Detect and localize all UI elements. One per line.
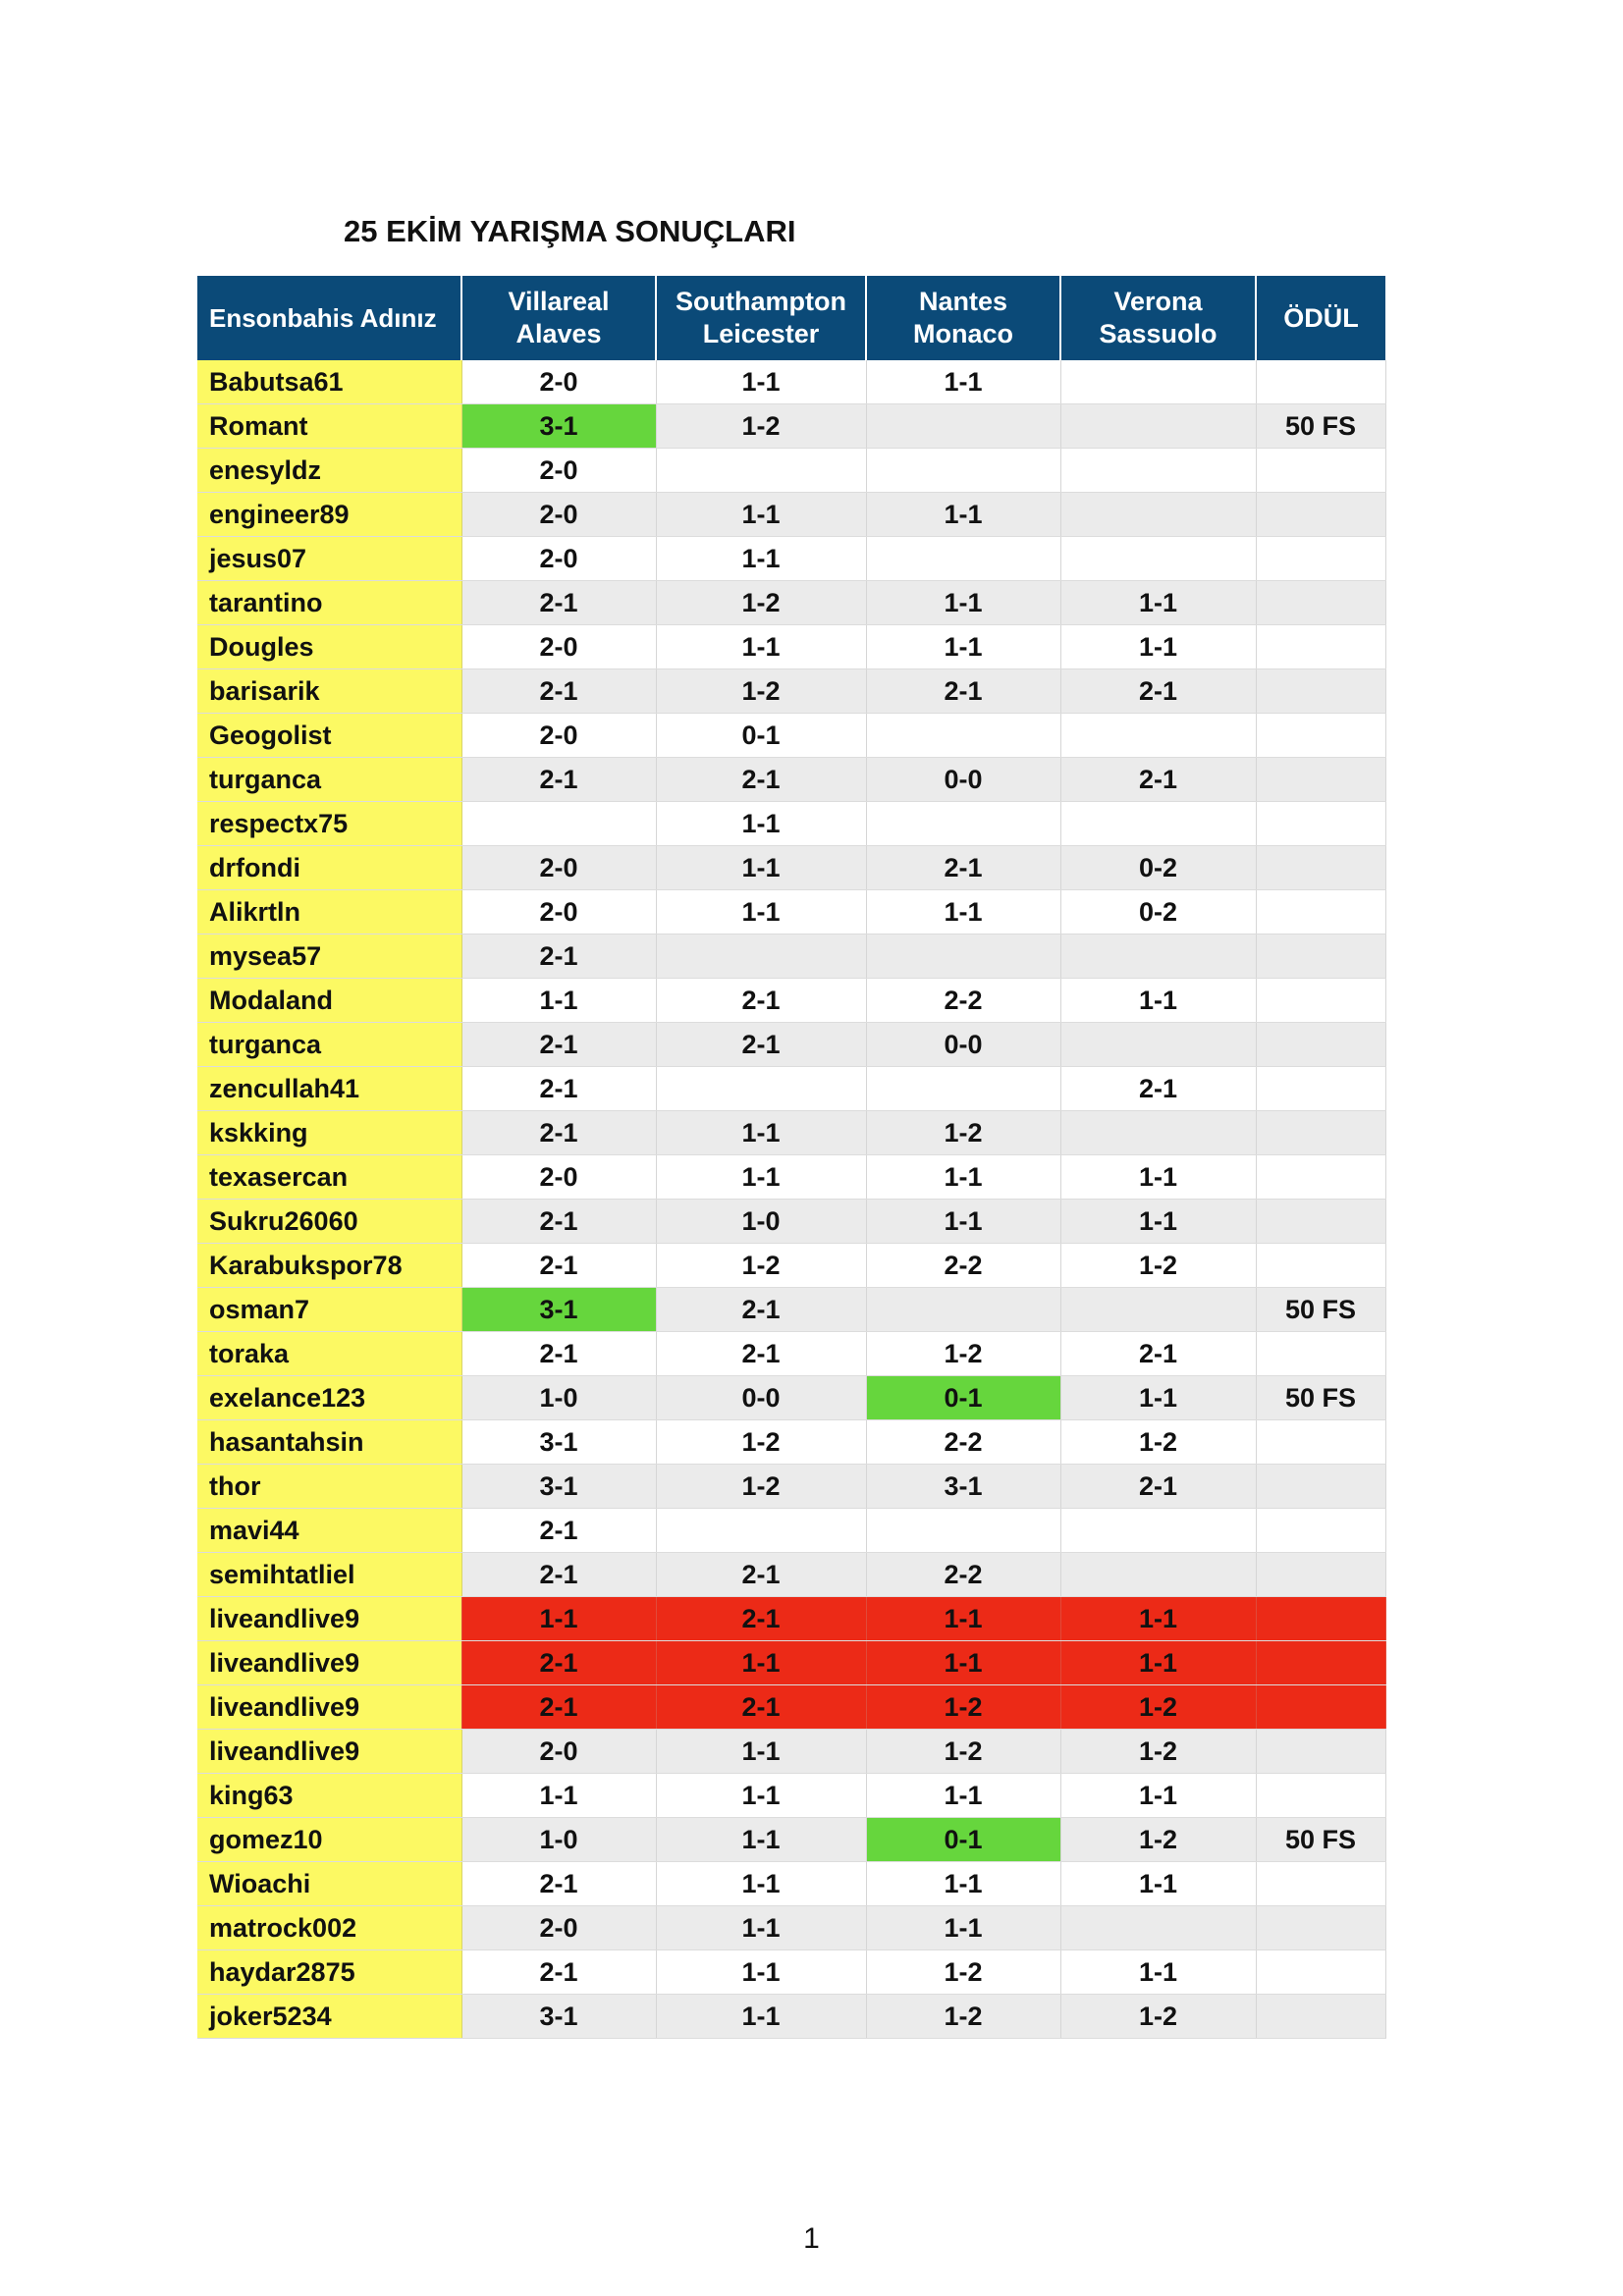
score-cell: 2-1: [656, 1332, 866, 1376]
player-name-cell: enesyldz: [197, 449, 461, 493]
score-cell: [866, 1067, 1060, 1111]
score-cell: 2-1: [656, 758, 866, 802]
score-cell: 1-1: [1060, 1862, 1256, 1906]
prize-cell: [1256, 1465, 1385, 1509]
score-cell: 1-1: [656, 1774, 866, 1818]
player-name-cell: engineer89: [197, 493, 461, 537]
score-cell: 1-1: [1060, 979, 1256, 1023]
prize-cell: [1256, 890, 1385, 934]
table-row: [197, 758, 1385, 802]
score-cell: 2-1: [461, 1553, 656, 1597]
prize-cell: 50 FS: [1256, 1376, 1385, 1420]
score-cell: 1-1: [656, 360, 866, 404]
score-cell: 1-1: [866, 890, 1060, 934]
player-name-cell: zencullah41: [197, 1067, 461, 1111]
score-cell: 1-1: [461, 1774, 656, 1818]
prize-cell: 50 FS: [1256, 1818, 1385, 1862]
table-row: [197, 1553, 1385, 1597]
player-name-cell: Karabukspor78: [197, 1244, 461, 1288]
table-row: [197, 1420, 1385, 1465]
score-cell: 1-2: [656, 1465, 866, 1509]
column-header-villareal-alaves: [461, 276, 656, 360]
score-cell: 1-2: [866, 1730, 1060, 1774]
page-number: 1: [803, 2222, 820, 2255]
score-cell: 2-1: [461, 758, 656, 802]
column-header-name: [197, 276, 461, 360]
score-cell: [461, 802, 656, 846]
score-cell: 1-1: [656, 1950, 866, 1995]
score-cell: [1060, 714, 1256, 758]
prize-cell: [1256, 1597, 1385, 1641]
score-cell: 1-1: [656, 1818, 866, 1862]
score-cell: 1-1: [1060, 581, 1256, 625]
prize-cell: [1256, 1641, 1385, 1685]
table-row: [197, 714, 1385, 758]
score-cell: 1-1: [1060, 1376, 1256, 1420]
table-row: [197, 360, 1385, 404]
header-line-1: Ensonbahis Adınız: [209, 302, 437, 333]
score-cell: 2-1: [866, 669, 1060, 714]
score-cell: 1-2: [1060, 1420, 1256, 1465]
score-cell: 0-0: [866, 758, 1060, 802]
score-cell: 1-1: [656, 625, 866, 669]
score-cell: 2-1: [656, 1023, 866, 1067]
score-cell: 1-2: [1060, 1818, 1256, 1862]
player-name-cell: barisarik: [197, 669, 461, 714]
table-row: [197, 493, 1385, 537]
player-name-cell: turganca: [197, 758, 461, 802]
score-cell: 1-1: [1060, 1950, 1256, 1995]
score-cell: 1-1: [656, 1111, 866, 1155]
score-cell: [1060, 1553, 1256, 1597]
table-row: [197, 846, 1385, 890]
player-name-cell: Geogolist: [197, 714, 461, 758]
header-line-2: Monaco: [912, 319, 1013, 348]
prize-cell: [1256, 1509, 1385, 1553]
player-name-cell: Sukru26060: [197, 1200, 461, 1244]
prize-cell: [1256, 714, 1385, 758]
header-line-2: Sassuolo: [1099, 319, 1217, 348]
column-header-prize: [1256, 276, 1385, 360]
score-cell: [1060, 493, 1256, 537]
score-cell: [1060, 934, 1256, 979]
prize-cell: [1256, 625, 1385, 669]
score-cell: 2-1: [461, 581, 656, 625]
score-cell: 2-0: [461, 1906, 656, 1950]
score-cell: 1-1: [656, 1155, 866, 1200]
score-cell: 1-1: [866, 1155, 1060, 1200]
prize-cell: [1256, 1420, 1385, 1465]
player-name-cell: respectx75: [197, 802, 461, 846]
table-row: [197, 979, 1385, 1023]
score-cell: 2-1: [656, 1685, 866, 1730]
prize-cell: [1256, 934, 1385, 979]
score-cell: 1-0: [461, 1376, 656, 1420]
score-cell: 1-2: [656, 404, 866, 449]
table-row: [197, 1995, 1385, 2039]
player-name-cell: texasercan: [197, 1155, 461, 1200]
score-cell: 0-0: [866, 1023, 1060, 1067]
table-row: [197, 1111, 1385, 1155]
header-line-1: Verona: [1113, 287, 1203, 316]
prize-cell: [1256, 669, 1385, 714]
score-cell: [1060, 537, 1256, 581]
score-cell: 2-2: [866, 979, 1060, 1023]
prize-cell: [1256, 1553, 1385, 1597]
score-cell: 1-2: [866, 1995, 1060, 2039]
prize-cell: [1256, 449, 1385, 493]
score-cell: 2-1: [461, 1685, 656, 1730]
table-row: [197, 1862, 1385, 1906]
score-cell: 1-1: [1060, 1155, 1256, 1200]
table-row: [197, 1641, 1385, 1685]
player-name-cell: matrock002: [197, 1906, 461, 1950]
score-cell: 2-1: [461, 1023, 656, 1067]
score-cell: 1-1: [656, 802, 866, 846]
header-line-1: ÖDÜL: [1283, 302, 1359, 333]
score-cell: [656, 934, 866, 979]
prize-cell: [1256, 581, 1385, 625]
score-cell: [1060, 360, 1256, 404]
score-cell: 1-2: [1060, 1730, 1256, 1774]
score-cell: 1-1: [1060, 1597, 1256, 1641]
score-cell: [656, 1067, 866, 1111]
score-cell: 1-1: [866, 1200, 1060, 1244]
prize-cell: [1256, 1244, 1385, 1288]
prize-cell: [1256, 802, 1385, 846]
score-cell: 2-1: [461, 1332, 656, 1376]
score-cell: 2-2: [866, 1553, 1060, 1597]
score-cell: 3-1: [461, 1288, 656, 1332]
score-cell: 2-0: [461, 714, 656, 758]
score-cell: 2-2: [866, 1420, 1060, 1465]
score-cell: [1060, 1111, 1256, 1155]
score-cell: 1-1: [866, 493, 1060, 537]
score-cell: 3-1: [461, 404, 656, 449]
score-cell: 2-0: [461, 1730, 656, 1774]
table-header: [197, 276, 1385, 360]
score-cell: 1-1: [656, 493, 866, 537]
player-name-cell: turganca: [197, 1023, 461, 1067]
score-cell: 1-2: [656, 581, 866, 625]
player-name-cell: Wioachi: [197, 1862, 461, 1906]
score-cell: 1-1: [656, 1641, 866, 1685]
prize-cell: [1256, 1995, 1385, 2039]
score-cell: 2-0: [461, 890, 656, 934]
score-cell: 0-1: [866, 1376, 1060, 1420]
table-row: [197, 890, 1385, 934]
score-cell: 2-1: [1060, 669, 1256, 714]
player-name-cell: gomez10: [197, 1818, 461, 1862]
score-cell: 2-1: [656, 1553, 866, 1597]
score-cell: 1-2: [866, 1332, 1060, 1376]
score-cell: [866, 714, 1060, 758]
score-cell: 1-2: [866, 1685, 1060, 1730]
results-table: [197, 276, 1386, 2039]
score-cell: 1-1: [1060, 1641, 1256, 1685]
score-cell: [866, 404, 1060, 449]
header-line-2: Alaves: [515, 319, 602, 348]
score-cell: [1060, 802, 1256, 846]
table-row: [197, 1200, 1385, 1244]
prize-cell: [1256, 1906, 1385, 1950]
score-cell: 2-0: [461, 537, 656, 581]
score-cell: 2-1: [1060, 1465, 1256, 1509]
table-row: [197, 934, 1385, 979]
score-cell: 1-1: [461, 1597, 656, 1641]
score-cell: 2-0: [461, 625, 656, 669]
player-name-cell: Romant: [197, 404, 461, 449]
player-name-cell: Alikrtln: [197, 890, 461, 934]
prize-cell: [1256, 1200, 1385, 1244]
score-cell: 1-1: [656, 1906, 866, 1950]
score-cell: 0-2: [1060, 890, 1256, 934]
score-cell: 2-1: [461, 1862, 656, 1906]
score-cell: 2-1: [1060, 1332, 1256, 1376]
score-cell: 0-2: [1060, 846, 1256, 890]
score-cell: 3-1: [866, 1465, 1060, 1509]
score-cell: 1-0: [656, 1200, 866, 1244]
score-cell: [866, 1288, 1060, 1332]
score-cell: 1-1: [656, 1862, 866, 1906]
score-cell: [866, 537, 1060, 581]
table-row: [197, 1332, 1385, 1376]
score-cell: 1-1: [866, 360, 1060, 404]
score-cell: 0-1: [866, 1818, 1060, 1862]
score-cell: 1-1: [1060, 1774, 1256, 1818]
table-row: [197, 449, 1385, 493]
player-name-cell: drfondi: [197, 846, 461, 890]
table-row: [197, 1067, 1385, 1111]
player-name-cell: joker5234: [197, 1995, 461, 2039]
score-cell: [656, 449, 866, 493]
score-cell: 2-1: [656, 1288, 866, 1332]
score-cell: 2-1: [461, 669, 656, 714]
prize-cell: [1256, 360, 1385, 404]
score-cell: 2-0: [461, 493, 656, 537]
table-row: [197, 1155, 1385, 1200]
score-cell: 1-1: [656, 1730, 866, 1774]
player-name-cell: hasantahsin: [197, 1420, 461, 1465]
score-cell: [656, 1509, 866, 1553]
table-row: [197, 1730, 1385, 1774]
score-cell: 1-2: [656, 669, 866, 714]
score-cell: 1-2: [866, 1950, 1060, 1995]
table-body: [197, 360, 1385, 2039]
prize-cell: [1256, 846, 1385, 890]
header-row: [197, 276, 1385, 360]
player-name-cell: exelance123: [197, 1376, 461, 1420]
score-cell: 2-0: [461, 1155, 656, 1200]
column-header-verona-sassuolo: [1060, 276, 1256, 360]
score-cell: 1-1: [866, 1597, 1060, 1641]
table-row: [197, 625, 1385, 669]
player-name-cell: mavi44: [197, 1509, 461, 1553]
score-cell: 0-1: [656, 714, 866, 758]
score-cell: 1-1: [866, 1774, 1060, 1818]
score-cell: 1-1: [461, 979, 656, 1023]
score-cell: 2-1: [461, 1200, 656, 1244]
table-row: [197, 581, 1385, 625]
prize-cell: [1256, 1685, 1385, 1730]
score-cell: 1-2: [656, 1420, 866, 1465]
score-cell: 2-1: [1060, 758, 1256, 802]
player-name-cell: Dougles: [197, 625, 461, 669]
score-cell: 2-1: [461, 1641, 656, 1685]
player-name-cell: mysea57: [197, 934, 461, 979]
table-row: [197, 1774, 1385, 1818]
score-cell: 3-1: [461, 1420, 656, 1465]
score-cell: [866, 449, 1060, 493]
table-row: [197, 1906, 1385, 1950]
score-cell: 2-0: [461, 360, 656, 404]
score-cell: 2-1: [461, 1067, 656, 1111]
prize-cell: [1256, 758, 1385, 802]
score-cell: 2-2: [866, 1244, 1060, 1288]
score-cell: 1-1: [656, 537, 866, 581]
table-row: [197, 1685, 1385, 1730]
prize-cell: [1256, 1862, 1385, 1906]
score-cell: 3-1: [461, 1465, 656, 1509]
score-cell: 2-1: [656, 1597, 866, 1641]
score-cell: 2-0: [461, 846, 656, 890]
table-row: [197, 1509, 1385, 1553]
table-row: [197, 1597, 1385, 1641]
prize-cell: [1256, 979, 1385, 1023]
score-cell: [1060, 1288, 1256, 1332]
score-cell: 1-2: [866, 1111, 1060, 1155]
page-title: 25 EKİM YARIŞMA SONUÇLARI: [344, 214, 796, 248]
score-cell: [866, 1509, 1060, 1553]
score-cell: [1060, 404, 1256, 449]
prize-cell: [1256, 1332, 1385, 1376]
score-cell: 3-1: [461, 1995, 656, 2039]
player-name-cell: liveandlive9: [197, 1641, 461, 1685]
table-row: [197, 1023, 1385, 1067]
prize-cell: [1256, 1950, 1385, 1995]
prize-cell: 50 FS: [1256, 404, 1385, 449]
prize-cell: 50 FS: [1256, 1288, 1385, 1332]
score-cell: 2-1: [1060, 1067, 1256, 1111]
score-cell: 1-1: [866, 625, 1060, 669]
player-name-cell: liveandlive9: [197, 1730, 461, 1774]
player-name-cell: Modaland: [197, 979, 461, 1023]
table-row: [197, 669, 1385, 714]
score-cell: 1-1: [866, 1862, 1060, 1906]
player-name-cell: jesus07: [197, 537, 461, 581]
table-row: [197, 537, 1385, 581]
score-cell: 1-1: [656, 1995, 866, 2039]
player-name-cell: thor: [197, 1465, 461, 1509]
player-name-cell: haydar2875: [197, 1950, 461, 1995]
table-row: [197, 802, 1385, 846]
player-name-cell: Babutsa61: [197, 360, 461, 404]
player-name-cell: tarantino: [197, 581, 461, 625]
score-cell: 1-1: [866, 1906, 1060, 1950]
score-cell: 1-1: [866, 1641, 1060, 1685]
score-cell: 2-1: [461, 1950, 656, 1995]
table-row: [197, 1950, 1385, 1995]
score-cell: 2-1: [461, 934, 656, 979]
score-cell: 1-0: [461, 1818, 656, 1862]
player-name-cell: kskking: [197, 1111, 461, 1155]
score-cell: 1-1: [866, 581, 1060, 625]
score-cell: 2-1: [461, 1244, 656, 1288]
score-cell: [1060, 1023, 1256, 1067]
player-name-cell: liveandlive9: [197, 1685, 461, 1730]
score-cell: 1-1: [1060, 625, 1256, 669]
score-cell: 2-1: [461, 1509, 656, 1553]
player-name-cell: osman7: [197, 1288, 461, 1332]
header-line-1: Nantes: [918, 287, 1008, 316]
score-cell: 2-1: [866, 846, 1060, 890]
table-row: [197, 1376, 1385, 1420]
table-row: [197, 1818, 1385, 1862]
player-name-cell: semihtatliel: [197, 1553, 461, 1597]
table-row: [197, 404, 1385, 449]
score-cell: 1-2: [1060, 1995, 1256, 2039]
score-cell: [1060, 1906, 1256, 1950]
header-line-1: Southampton: [676, 287, 846, 316]
score-cell: 1-2: [1060, 1685, 1256, 1730]
prize-cell: [1256, 1067, 1385, 1111]
score-cell: 0-0: [656, 1376, 866, 1420]
prize-cell: [1256, 1155, 1385, 1200]
column-header-nantes-monaco: [866, 276, 1060, 360]
player-name-cell: toraka: [197, 1332, 461, 1376]
header-line-2: Leicester: [702, 319, 820, 348]
score-cell: 1-1: [656, 890, 866, 934]
score-cell: 2-0: [461, 449, 656, 493]
prize-cell: [1256, 1111, 1385, 1155]
prize-cell: [1256, 537, 1385, 581]
score-cell: 2-1: [656, 979, 866, 1023]
table-row: [197, 1465, 1385, 1509]
player-name-cell: king63: [197, 1774, 461, 1818]
score-cell: [866, 934, 1060, 979]
score-cell: 1-1: [656, 846, 866, 890]
score-cell: [1060, 449, 1256, 493]
prize-cell: [1256, 1023, 1385, 1067]
table-row: [197, 1244, 1385, 1288]
table-row: [197, 1288, 1385, 1332]
score-cell: 2-1: [461, 1111, 656, 1155]
prize-cell: [1256, 493, 1385, 537]
score-cell: 1-2: [656, 1244, 866, 1288]
column-header-southampton-leicester: [656, 276, 866, 360]
player-name-cell: liveandlive9: [197, 1597, 461, 1641]
score-cell: 1-2: [1060, 1244, 1256, 1288]
prize-cell: [1256, 1730, 1385, 1774]
prize-cell: [1256, 1774, 1385, 1818]
score-cell: [866, 802, 1060, 846]
header-line-1: Villareal: [508, 287, 610, 316]
score-cell: [1060, 1509, 1256, 1553]
score-cell: 1-1: [1060, 1200, 1256, 1244]
